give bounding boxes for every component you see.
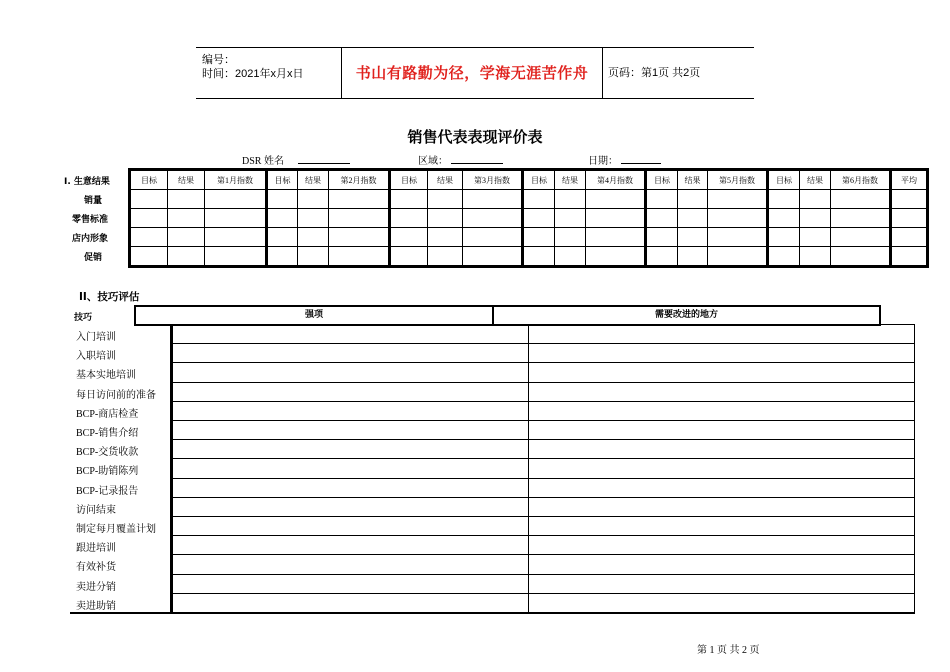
table-cell[interactable] [130, 190, 168, 209]
row-divider [170, 324, 915, 325]
table-row [130, 190, 928, 209]
row-divider [170, 497, 915, 498]
table-cell[interactable] [891, 228, 928, 247]
region-label: 区域： [418, 156, 448, 167]
motto: 书山有路勤为径，学海无涯苦作舟 [342, 48, 603, 98]
skill-label: 卖进分销 [76, 582, 116, 593]
column-header: 第6月指数 [831, 170, 891, 190]
date-line [621, 153, 661, 164]
column-header: 结果 [800, 170, 831, 190]
skill-label: 入门培训 [76, 332, 116, 343]
row-divider [170, 362, 915, 363]
table-cell[interactable] [267, 247, 298, 267]
row-divider [70, 612, 915, 614]
row-divider [170, 420, 915, 421]
table-cell[interactable] [768, 228, 800, 247]
column-header: 目标 [646, 170, 678, 190]
table-cell[interactable] [800, 190, 831, 209]
table-cell[interactable] [768, 247, 800, 267]
table-cell[interactable] [831, 209, 891, 228]
table-cell[interactable] [205, 247, 267, 267]
table-cell[interactable] [329, 247, 390, 267]
row-divider [170, 439, 915, 440]
table-cell[interactable] [205, 190, 267, 209]
column-header: 目标 [768, 170, 800, 190]
skill-label: 基本实地培训 [76, 370, 136, 381]
table-cell[interactable] [168, 228, 205, 247]
table-cell[interactable] [329, 228, 390, 247]
column-header: 第2月指数 [329, 170, 390, 190]
table-cell[interactable] [523, 247, 555, 267]
table-cell[interactable] [298, 190, 329, 209]
table-cell[interactable] [390, 190, 428, 209]
table-cell[interactable] [800, 228, 831, 247]
row-divider [170, 574, 915, 575]
table-cell[interactable] [586, 247, 646, 267]
table-cell[interactable] [646, 247, 678, 267]
skill-label: BCP-商店检查 [76, 409, 139, 420]
table-cell[interactable] [329, 209, 390, 228]
column-divider [528, 324, 529, 612]
table-cell[interactable] [708, 228, 768, 247]
row-divider [170, 458, 915, 459]
table-cell[interactable] [298, 247, 329, 267]
table-cell[interactable] [267, 209, 298, 228]
row-divider [170, 343, 915, 344]
table-row [130, 209, 928, 228]
date-field [588, 152, 661, 167]
table-cell[interactable] [891, 190, 928, 209]
table-cell[interactable] [555, 247, 586, 267]
dsr-name-field [242, 152, 350, 167]
skill-label: 制定每月覆盖计划 [76, 524, 156, 535]
table-cell[interactable] [678, 190, 708, 209]
column-header: 结果 [168, 170, 205, 190]
column-header: 结果 [428, 170, 463, 190]
section1-heading: I. 生意结果 [64, 177, 110, 187]
table-cell[interactable] [708, 209, 768, 228]
table-cell[interactable] [463, 209, 523, 228]
table-row [130, 247, 928, 267]
column-header: 结果 [555, 170, 586, 190]
header-left-cell [196, 48, 342, 98]
table-row [130, 228, 928, 247]
table-cell[interactable] [678, 247, 708, 267]
column-header: 目标 [523, 170, 555, 190]
row-divider [170, 554, 915, 555]
table-cell[interactable] [205, 228, 267, 247]
column-header: 目标 [267, 170, 298, 190]
table-cell[interactable] [891, 209, 928, 228]
skill-label: BCP-交货收款 [76, 447, 139, 458]
document-title: 销售代表表现评价表 [407, 128, 543, 146]
table-cell[interactable] [831, 190, 891, 209]
table-cell[interactable] [768, 209, 800, 228]
improve-column-header: 需要改进的地方 [492, 305, 881, 326]
table-cell[interactable] [390, 247, 428, 267]
table-cell[interactable] [523, 209, 555, 228]
skill-label: 每日访问前的准备 [76, 390, 156, 401]
table-cell[interactable] [678, 228, 708, 247]
table-cell[interactable] [463, 190, 523, 209]
page-number-label: 页码：第1页 共2页 [608, 67, 701, 79]
table-cell[interactable] [205, 209, 267, 228]
table-cell[interactable] [523, 190, 555, 209]
number-label: 编号： [202, 54, 235, 66]
row-divider [170, 516, 915, 517]
row-divider [170, 382, 915, 383]
table-cell[interactable] [555, 209, 586, 228]
table-cell[interactable] [891, 247, 928, 267]
table-cell[interactable] [831, 228, 891, 247]
skill-label: 卖进助销 [76, 601, 116, 612]
skill-label: 有效补货 [76, 562, 116, 573]
row-divider [170, 535, 915, 536]
region-line [451, 153, 503, 164]
table-cell[interactable] [586, 190, 646, 209]
section2-heading: II、技巧评估 [79, 291, 140, 303]
table-cell[interactable] [586, 228, 646, 247]
table-cell[interactable] [463, 228, 523, 247]
table-cell[interactable] [428, 190, 463, 209]
table-cell[interactable] [555, 190, 586, 209]
row-label-retail-standard: 零售标准 [72, 215, 109, 225]
column-header: 第3月指数 [463, 170, 523, 190]
column-header: 第5月指数 [708, 170, 768, 190]
table-cell[interactable] [555, 228, 586, 247]
row-divider [170, 478, 915, 479]
table-cell[interactable] [586, 209, 646, 228]
row-divider [170, 593, 915, 594]
table-cell[interactable] [646, 190, 678, 209]
table-header-row [130, 170, 928, 190]
column-header: 平均 [891, 170, 928, 190]
skill-label: 跟进培训 [76, 543, 116, 554]
date-label: 日期： [588, 156, 618, 167]
table-cell[interactable] [768, 190, 800, 209]
table-cell[interactable] [428, 209, 463, 228]
row-label-sales: 销量 [84, 196, 103, 206]
table-cell[interactable] [390, 228, 428, 247]
skill-label: BCP-助销陈列 [76, 466, 139, 477]
row-label-store-image: 店内形象 [72, 234, 109, 244]
table-cell[interactable] [130, 228, 168, 247]
column-header: 目标 [390, 170, 428, 190]
table-cell[interactable] [708, 190, 768, 209]
skill-column-label: 技巧 [74, 313, 93, 323]
column-header: 结果 [678, 170, 708, 190]
column-header: 第4月指数 [586, 170, 646, 190]
column-header: 结果 [298, 170, 329, 190]
row-label-promotion: 促销 [84, 253, 103, 263]
column-divider [914, 324, 915, 612]
table-cell[interactable] [390, 209, 428, 228]
table-cell[interactable] [298, 209, 329, 228]
column-divider [170, 324, 173, 612]
table-cell[interactable] [523, 228, 555, 247]
table-cell[interactable] [298, 228, 329, 247]
skill-label: 访问结束 [76, 505, 116, 516]
table-cell[interactable] [646, 228, 678, 247]
table-cell[interactable] [267, 228, 298, 247]
time-label: 时间：2021年x月x日 [202, 68, 304, 80]
region-field [418, 152, 503, 167]
table-cell[interactable] [130, 247, 168, 267]
dsr-name-label: DSR 姓名 [242, 156, 284, 167]
table-cell[interactable] [130, 209, 168, 228]
skill-label: BCP-销售介绍 [76, 428, 139, 439]
table-cell[interactable] [646, 209, 678, 228]
table-cell[interactable] [800, 247, 831, 267]
column-header: 第1月指数 [205, 170, 267, 190]
table-cell[interactable] [168, 190, 205, 209]
dsr-name-line [298, 153, 350, 164]
page-header [196, 47, 754, 99]
skill-label: 入职培训 [76, 351, 116, 362]
table-cell[interactable] [831, 247, 891, 267]
strength-column-header: 强项 [134, 305, 494, 326]
column-header: 目标 [130, 170, 168, 190]
table-cell[interactable] [428, 247, 463, 267]
row-divider [170, 401, 915, 402]
page-footer: 第 1 页 共 2 页 [697, 645, 760, 656]
table-cell[interactable] [708, 247, 768, 267]
table-cell[interactable] [267, 190, 298, 209]
table-cell[interactable] [168, 247, 205, 267]
business-results-table [128, 168, 929, 268]
table-cell[interactable] [168, 209, 205, 228]
table-cell[interactable] [678, 209, 708, 228]
table-cell[interactable] [463, 247, 523, 267]
table-cell[interactable] [428, 228, 463, 247]
table-cell[interactable] [329, 190, 390, 209]
table-cell[interactable] [800, 209, 831, 228]
skill-label: BCP-记录报告 [76, 486, 139, 497]
